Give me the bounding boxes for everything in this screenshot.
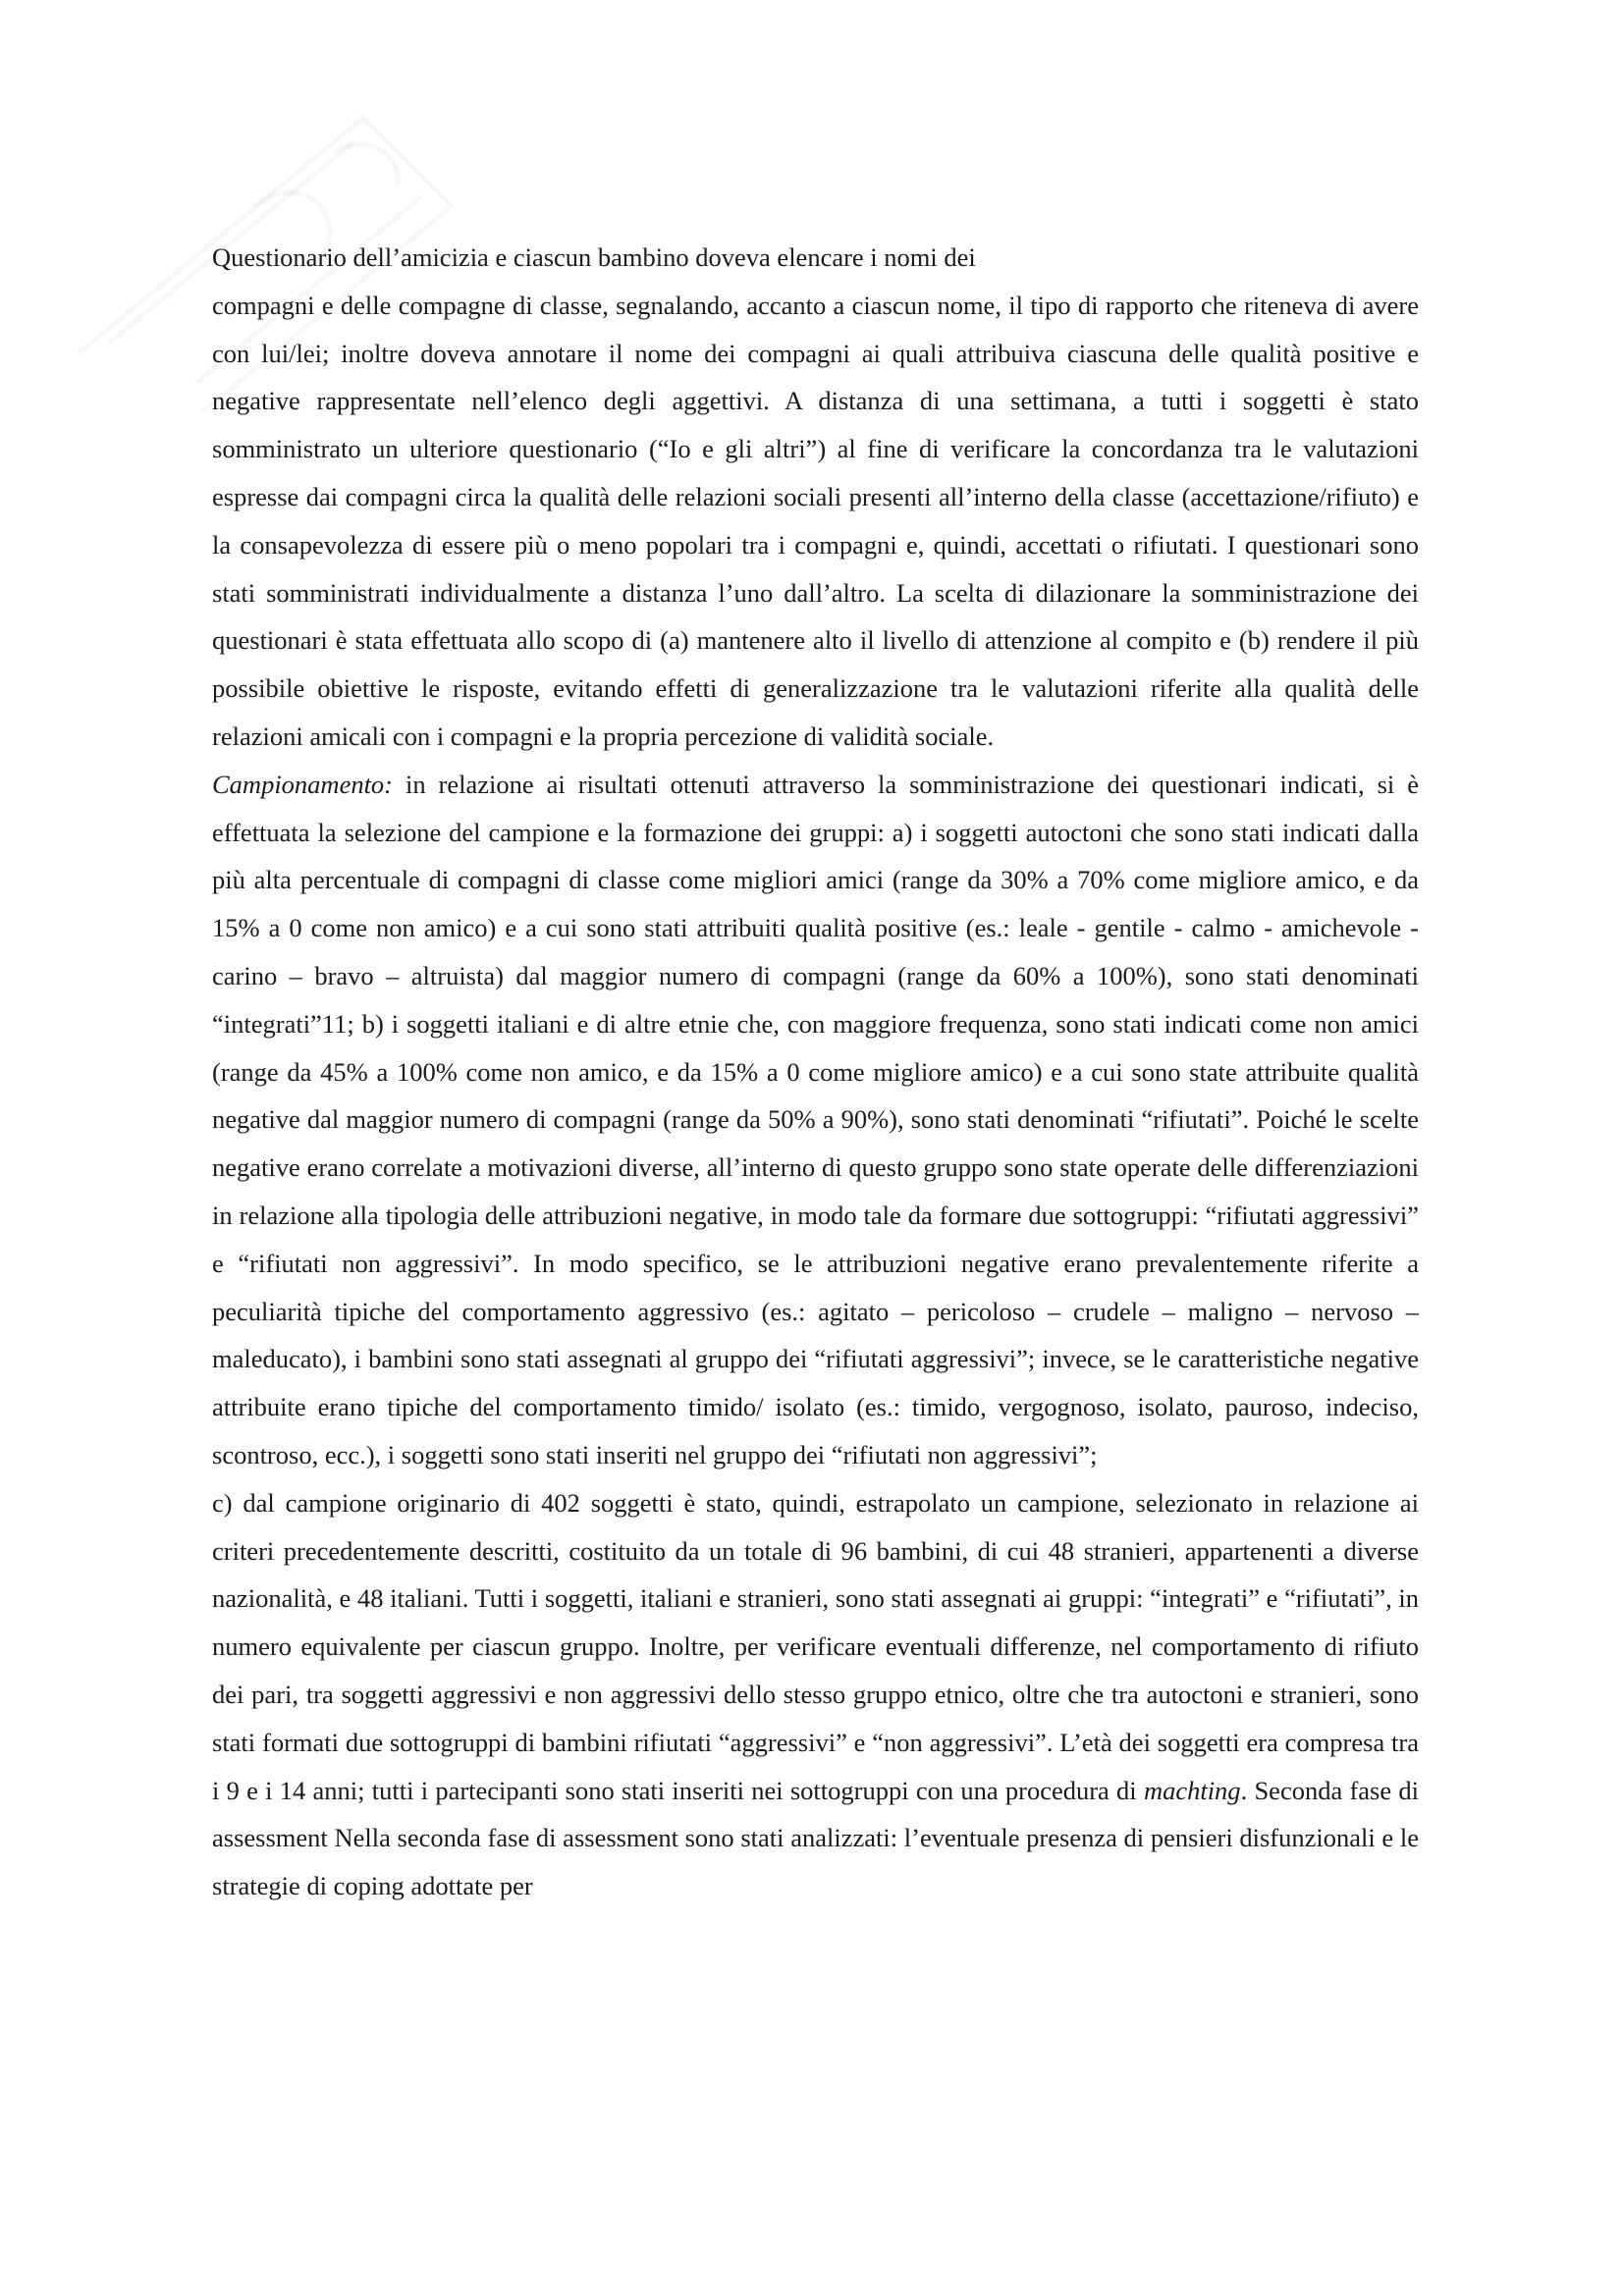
sample-text: c) dal campione originario di 402 soggetti è stato, quindi, estrapolato un campione, selezionato in relazione ai criteri precedentemente descritti, costituito da un totale di 96 bambini, di cui 48 stranieri, appartenenti a diverse nazionalità, e 48 italiani. Tutti i soggetti, italiani e stranieri, sono stati assegnati ai gruppi: “integrati” e “rifiutati”, in numero equivalente per ciascun gruppo. Inoltre, per verificare eventuali differenze, nel comportamento di rifiuto dei pari, tra soggetti aggressivi e non aggressivi dello stesso gruppo etnico, oltre che tra autoctoni e stranieri, sono stati formati due sottogruppi di bambini rifiutati “aggressivi” e “non aggressivi”. L’età dei soggetti era compresa tra i 9 e i 14 anni; tutti i partecipanti sono stati inseriti nei sottogruppi con una procedura di (212, 1487, 1419, 1805)
paragraph-sampling (212, 761, 1419, 1479)
machting-term: machting (1143, 1775, 1241, 1805)
opening-line: Questionario dell’amicizia e ciascun bambino doveva elencare i nomi dei (212, 242, 976, 272)
paragraph-sample-selection (212, 1479, 1419, 1910)
sampling-label: Campionamento: (212, 769, 394, 799)
document-body (212, 234, 1419, 1910)
sampling-text: in relazione ai risultati ottenuti attraverso la somministrazione dei questionari indicati, si è effettuata la selezione del campione e la formazione dei gruppi: a) i soggetti autoctoni che sono stati indicati dalla più alta percentuale di compagni di classe come migliori amici (range da 30% a 70% come migliore amico, e da 15% a 0 come non amico) e a cui sono stati attribuiti qualità positive (es.: leale - gentile - calmo - amichevole - carino – bravo – altruista) dal maggior numero di compagni (range da 60% a 100%), sono stati denominati “integrati”11; b) i soggetti italiani e di altre etnie che, con maggiore frequenza, sono stati indicati come non amici (range da 45% a 100% come non amico, e da 15% a 0 come migliore amico) e a cui sono state attribuite qualità negative dal maggior numero di compagni (range da 50% a 90%), sono stati denominati “rifiutati”. Poiché le scelte negative erano correlate a motivazioni diverse, all’interno di questo gruppo sono state operate delle differenziazioni in relazione alla tipologia delle attribuzioni negative, in modo tale da formare due sottogruppi: “rifiutati aggressivi” e “rifiutati non aggressivi”. In modo specifico, se le attribuzioni negative erano prevalentemente riferite a peculiarità tipiche del comportamento aggressivo (es.: agitato – pericoloso – crudele – maligno – nervoso – maleducato), i bambini sono stati assegnati al gruppo dei “rifiutati aggressivi”; invece, se le caratteristiche negative attribuite erano tipiche del comportamento timido/ isolato (es.: timido, vergognoso, isolato, pauroso, indeciso, scontroso, ecc.), i soggetti sono stati inseriti nel gruppo dei “rifiutati non aggressivi”; (212, 769, 1419, 1469)
paragraph-questionnaire: compagni e delle compagne di classe, segnalando, accanto a ciascun nome, il tipo di rapporto che riteneva di avere con lui/lei; inoltre doveva annotare il nome dei compagni ai quali attribuiva ciascuna delle qualità positive e negative rappresentate nell’elenco degli aggettivi. A distanza di una settimana, a tutti i soggetti è stato somministrato un ulteriore questionario (“Io e gli altri”) al fine di verificare la concordanza tra le valutazioni espresse dai compagni circa la qualità delle relazioni sociali presenti all’interno della classe (accettazione/rifiuto) e la consapevolezza di essere più o meno popolari tra i compagni e, quindi, accettati o rifiutati. I questionari sono stati somministrati individualmente a distanza l’uno dall’altro. La scelta di dilazionare la somministrazione dei questionari è stata effettuata allo scopo di (a) mantenere alto il livello di attenzione al compito e (b) rendere il più possibile obiettive le risposte, evitando effetti di generalizzazione tra le valutazioni riferite alla qualità delle relazioni amicali con i compagni e la propria percezione di validità sociale. (212, 290, 1419, 751)
assessment-text: . Seconda fase di assessment Nella seconda fase di assessment sono stati analizzati: l’eventuale presenza di pensieri disfunzionali e le strategie di coping adottate per (212, 1775, 1419, 1901)
